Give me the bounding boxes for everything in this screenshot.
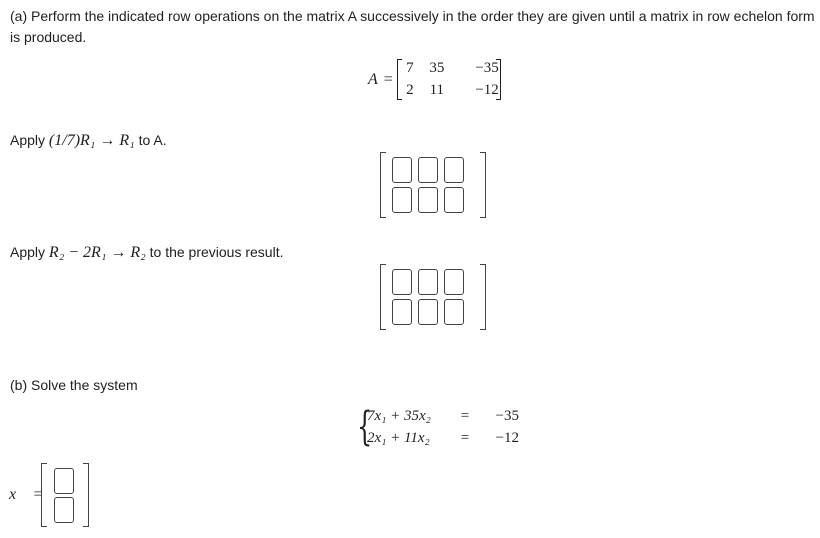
part-a-instructions (10, 6, 815, 48)
equation-lhs: 2x₁ + 11x₂ (367, 430, 430, 446)
answer-cell-r2c3[interactable] (444, 187, 464, 213)
left-bracket (380, 152, 386, 218)
answer-cell-r1c3[interactable] (444, 157, 464, 183)
right-bracket (480, 264, 486, 330)
matrix-entry: 35 (429, 60, 445, 76)
step-1-suffix: to A. (134, 132, 167, 148)
step-2-prefix: Apply (10, 244, 49, 260)
answer-cell-r1c2[interactable] (418, 269, 438, 295)
answer-cell-r2c3[interactable] (444, 299, 464, 325)
equation-equals: = (460, 408, 470, 424)
equation-lhs: 7x₁ + 35x₂ (367, 408, 431, 424)
step-1-answer-matrix (380, 152, 486, 218)
step-2-answer-matrix (380, 264, 486, 330)
system-brace: { (357, 404, 373, 450)
given-matrix (368, 58, 501, 101)
equation-rhs: −12 (495, 430, 519, 446)
step-2-suffix: to the previous result. (145, 244, 284, 260)
answer-cell-r2c2[interactable] (418, 299, 438, 325)
step-1-operation: (1/7)R₁ → R₁ (48, 132, 135, 149)
equals-sign: = (383, 70, 393, 88)
step-2-instruction (10, 244, 283, 262)
matrix-entry: 11 (429, 82, 445, 98)
right-bracket (480, 152, 486, 218)
system-equation-1 (367, 406, 519, 426)
part-b-label: (b) Solve the system (10, 377, 138, 393)
solution-vector (41, 463, 89, 527)
matrix-entry: 7 (406, 60, 414, 76)
answer-cell-r1c1[interactable] (392, 269, 412, 295)
equation-rhs: −35 (495, 408, 519, 424)
matrix-name: A (368, 70, 378, 88)
equation-equals: = (460, 430, 470, 446)
left-bracket (380, 264, 386, 330)
matrix-entry: −12 (475, 82, 499, 98)
answer-cell-r2c2[interactable] (418, 187, 438, 213)
answer-cell-r2c1[interactable] (392, 187, 412, 213)
system-equation-2 (367, 428, 519, 448)
left-bracket (41, 463, 47, 527)
part-a-text: (a) Perform the indicated row operations on the matrix A successively in the order they are given until a matrix in row echelon form is produced. (10, 8, 815, 45)
solution-x1-input[interactable] (54, 468, 74, 494)
matrix-a-entries (397, 58, 501, 101)
linear-system (357, 406, 527, 450)
solution-x2-input[interactable] (54, 497, 74, 523)
step-1-prefix: Apply (10, 132, 49, 148)
matrix-entry: 2 (406, 82, 414, 98)
right-bracket (83, 463, 89, 527)
answer-cell-r1c1[interactable] (392, 157, 412, 183)
answer-cell-r2c1[interactable] (392, 299, 412, 325)
answer-cell-r1c3[interactable] (444, 269, 464, 295)
step-1-instruction (10, 132, 167, 150)
solution-vector-label: x⃗ = (9, 486, 44, 503)
step-2-operation: R₂ − 2R₁ → R₂ (48, 244, 146, 261)
matrix-entry: −35 (475, 60, 499, 76)
answer-cell-r1c2[interactable] (418, 157, 438, 183)
